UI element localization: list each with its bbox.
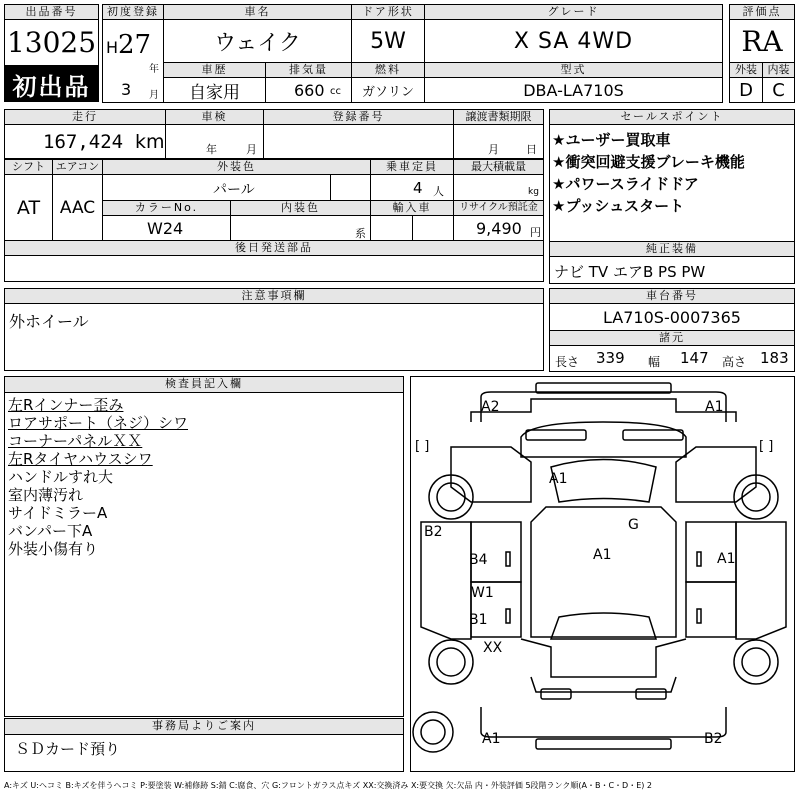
- damage-legend: A:キズ U:ヘコミ B:キズを伴うヘコミ P:要塗装 W:補修跡 S:錆 C:腐食、穴 G:フロントガラス点キズ XX:交換済み X:要交換 欠:欠品 内・外装評価 5段階ランク順(A・B・C・D・E) 2: [4, 781, 653, 790]
- max-load-header: 最大積載量: [453, 159, 544, 175]
- recycle-value: 9,490: [476, 219, 522, 238]
- inspector-remark-line: ハンドルすれ大: [8, 468, 114, 486]
- color-no-value: W24: [147, 219, 184, 238]
- equipment: [549, 256, 795, 284]
- dimensions-header: 諸元: [549, 330, 795, 346]
- notes: [4, 303, 544, 371]
- recycle-header: リサイクル預託金: [453, 200, 544, 216]
- later-parts-header: 後日発送部品: [4, 240, 544, 256]
- right-front-fender: [676, 447, 756, 502]
- history-header: 車歴: [163, 62, 266, 78]
- front-panel: [471, 399, 736, 422]
- width-label: 幅: [648, 355, 661, 369]
- diag-label-left-rear: XX: [483, 640, 503, 656]
- inspector-remark-line: サイドミラーA: [8, 504, 108, 522]
- model-header: 型式: [424, 62, 723, 78]
- displacement-header: 排気量: [265, 62, 352, 78]
- registration-year: 27: [118, 30, 152, 60]
- inspector-remark-line: ロアサポート（ネジ）シワ: [8, 414, 189, 432]
- office-info-value: ＳＤカード預り: [15, 740, 121, 758]
- rear-body: [521, 639, 686, 677]
- shift-header: シフト: [4, 159, 53, 175]
- interior-eval-header: 内装: [762, 62, 795, 78]
- roof: [531, 507, 676, 637]
- exterior-color: [102, 174, 371, 201]
- registration-number-header: 登録番号: [263, 109, 454, 125]
- notes-value: 外ホイール: [9, 312, 89, 331]
- inspector-remark-line: コーナーパネルＸＸ: [8, 432, 143, 450]
- interior-color-header: 内装色: [230, 200, 371, 216]
- width-value: 147: [680, 349, 709, 367]
- interior-color: [230, 215, 371, 241]
- right-rear-door: [686, 582, 736, 637]
- car-name: ウェイク: [163, 19, 352, 63]
- displacement-value: 660: [294, 81, 325, 100]
- inspection: [165, 124, 264, 159]
- exterior-color-divider: [330, 175, 331, 201]
- inspector-remark-line: 外装小傷有り: [8, 540, 99, 558]
- car-name-header: 車名: [163, 4, 352, 20]
- recycle-unit: 円: [530, 226, 541, 239]
- sales-points-header: セールスポイント: [549, 109, 795, 125]
- year-unit: 年: [149, 64, 159, 75]
- door-header: ドア形状: [351, 4, 425, 20]
- inspector-lines: [5, 396, 403, 558]
- diag-label-left-quarter: B1: [469, 612, 488, 628]
- first-registration-header: 初度登録: [102, 4, 164, 20]
- registration-number: [263, 124, 454, 159]
- office-info: [4, 734, 404, 772]
- lot-number: 13025: [4, 19, 99, 66]
- capacity-value: 4: [413, 179, 423, 197]
- first-registration: [102, 19, 164, 103]
- rear-window: [551, 613, 656, 639]
- exterior-eval-header: 外装: [729, 62, 763, 78]
- score-header: 評価点: [729, 4, 795, 20]
- tail-light-right: [636, 689, 666, 699]
- interior-eval: C: [762, 77, 795, 103]
- month-unit: 月: [149, 90, 159, 101]
- inspection-year-unit: 年: [206, 143, 217, 156]
- inspector-remark-line: 左Rインナー歪み: [8, 396, 124, 414]
- length-value: 339: [596, 349, 625, 367]
- exterior-color-header: 外装色: [102, 159, 371, 175]
- rear-bumper: [536, 739, 671, 749]
- import-header: 輸入車: [370, 200, 454, 216]
- chassis-number: LA710S-0007365: [549, 303, 795, 331]
- displacement-unit: cc: [330, 86, 341, 97]
- inspector-remark-line: 左Rタイヤハウスシワ: [8, 450, 153, 468]
- registration-month: 3: [121, 80, 132, 99]
- era-letter: H: [106, 38, 119, 57]
- diag-bracket-left: [ ]: [415, 439, 430, 454]
- import-divider: [412, 216, 413, 241]
- diag-label-rear-right: B2: [704, 731, 723, 747]
- diag-label-right-side: A1: [717, 551, 736, 567]
- sales-point: ★ユーザー買取車: [552, 131, 671, 149]
- diag-label-front-right: A1: [705, 399, 724, 415]
- exterior-eval: D: [729, 77, 763, 103]
- inspection-month-unit: 月: [246, 143, 257, 156]
- inspector-remark-line: バンパー下A: [8, 522, 93, 540]
- length-label: 長さ: [555, 355, 580, 369]
- interior-color-suffix: 系: [355, 227, 366, 240]
- model-code: DBA-LA710S: [424, 77, 723, 103]
- dimensions: [549, 345, 795, 372]
- transfer-deadline-header: 譲渡書類期限: [453, 109, 544, 125]
- displacement: [265, 77, 352, 103]
- diag-bracket-right: [ ]: [759, 439, 774, 454]
- shift: AT: [4, 174, 53, 241]
- color-no: [102, 215, 231, 241]
- car-outline: [411, 377, 796, 773]
- transfer-deadline: [453, 124, 544, 159]
- mileage-unit: km: [135, 131, 165, 153]
- max-load-unit: kg: [528, 187, 539, 197]
- spare-wheel: [413, 712, 453, 752]
- capacity-unit: 人: [433, 185, 444, 198]
- mileage-value: 167,424: [43, 131, 124, 153]
- transfer-month-unit: 月: [488, 143, 499, 156]
- capacity: [370, 174, 454, 201]
- recycle-deposit: [453, 215, 544, 241]
- diag-label-rear-left: A1: [482, 731, 501, 747]
- damage-diagram: [410, 376, 795, 772]
- office-header: 事務局よりご案内: [4, 718, 404, 735]
- later-parts: [4, 255, 544, 282]
- inspector-remark-line: 室内薄汚れ: [8, 486, 84, 504]
- grade-header: グレード: [424, 4, 723, 20]
- sales-point: ★プッシュスタート: [552, 197, 685, 215]
- fuel: ガソリン: [351, 77, 425, 103]
- lot-number-header: 出品番号: [4, 4, 99, 20]
- transfer-day-unit: 日: [526, 143, 537, 156]
- inspection-header: 車検: [165, 109, 264, 125]
- auction-score: RA: [729, 19, 795, 63]
- diag-label-left-fender: B2: [424, 524, 443, 540]
- front-edge: [481, 392, 726, 422]
- wheel-rear-left: [429, 640, 473, 684]
- rear-edge: [481, 707, 726, 737]
- left-front-fender: [451, 447, 531, 502]
- inspector-header: 検査員記入欄: [4, 376, 404, 393]
- equipment-header: 純正装備: [549, 241, 795, 257]
- diag-label-front-left: A2: [481, 399, 500, 415]
- first-listing-badge: 初出品: [4, 66, 99, 102]
- wheel-rear-right: [734, 640, 778, 684]
- door-type: 5W: [351, 19, 425, 63]
- diag-label-roof: A1: [593, 547, 612, 563]
- import-car: [370, 215, 454, 241]
- capacity-header: 乗車定員: [370, 159, 454, 175]
- tail-light-left: [541, 689, 571, 699]
- car-history: 自家用: [163, 77, 266, 103]
- grade: X SA 4WD: [424, 19, 723, 63]
- height-label: 高さ: [722, 355, 747, 369]
- mileage-header: 走行: [4, 109, 166, 125]
- sales-points: [549, 124, 795, 242]
- max-load: [453, 174, 544, 201]
- exterior-color-value: パール: [213, 182, 255, 198]
- headlight-right: [623, 430, 683, 440]
- diag-label-bonnet: A1: [549, 471, 568, 487]
- ac-header: エアコン: [52, 159, 103, 175]
- fuel-header: 燃料: [351, 62, 425, 78]
- air-conditioner: AAC: [52, 174, 103, 241]
- diag-label-left-front-door: B4: [469, 552, 488, 568]
- diag-label-left-rear-door: W1: [471, 585, 494, 601]
- height-value: 183: [760, 349, 789, 367]
- diag-label-roof-g: G: [628, 517, 639, 533]
- equipment-value: ナビ TV エアB PS PW: [554, 263, 706, 281]
- mileage: [4, 124, 166, 159]
- inspector-remarks: [4, 392, 404, 717]
- chassis-header: 車台番号: [549, 288, 795, 304]
- color-no-header: カラーNo.: [102, 200, 231, 216]
- right-side: [736, 522, 786, 639]
- sales-point: ★パワースライドドア: [552, 175, 699, 193]
- notes-header: 注意事項欄: [4, 288, 544, 304]
- sales-point: ★衝突回避支援ブレーキ機能: [552, 153, 745, 171]
- headlight-left: [526, 430, 586, 440]
